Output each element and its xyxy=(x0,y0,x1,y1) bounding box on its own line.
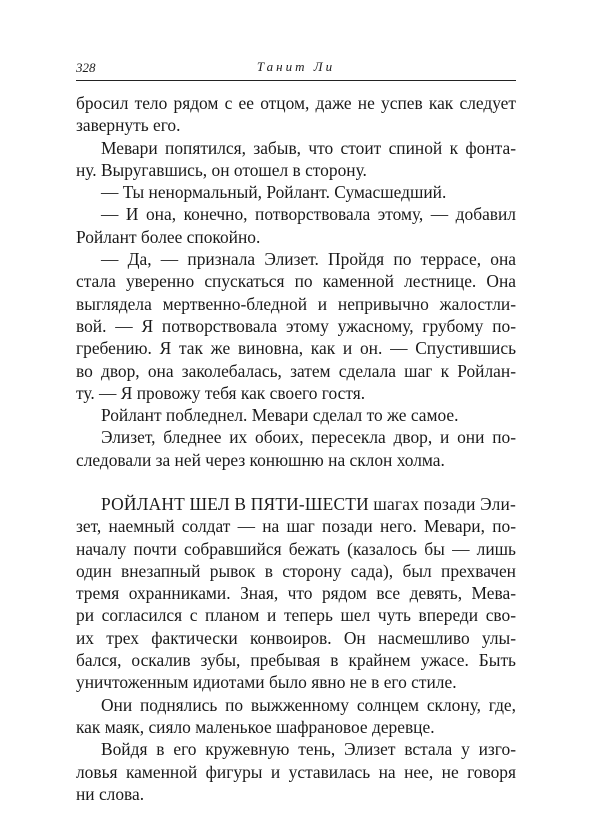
text-line: — Да, — признала Элизет. Пройдя по террасе, она xyxy=(101,249,516,270)
page-number: 328 xyxy=(76,60,96,75)
text-line: стала уверенно спускаться по каменной лестнице. Она xyxy=(76,271,516,292)
text-line: вой. — Я потворствовала этому ужасному, грубому по- xyxy=(76,315,516,336)
text-line: Ройлант более спокойно. xyxy=(76,226,261,247)
text-line: бросил тело рядом с ее отцом, даже не успев как следует xyxy=(76,93,516,113)
text-line: их трех фактически конвоиров. Он насмешливо улы- xyxy=(76,627,516,648)
text-section-1 xyxy=(76,92,516,471)
text-line: гребению. Я так же виновна, как и он. — Спустившись xyxy=(76,338,516,359)
running-head-author: Танит Ли xyxy=(256,59,336,74)
text-line: завернуть его. xyxy=(76,115,181,136)
text-line: РОЙЛАНТ ШЕЛ В ПЯТИ-ШЕСТИ шагах позади Эли- xyxy=(101,494,516,514)
text-line: ри согласился с планом и теперь шел чуть впереди сво- xyxy=(76,605,516,626)
text-line: началу почти собравшийся бежать (казалось бы — лишь xyxy=(76,538,516,559)
text-line: ну. Выругавшись, он отошел в сторону. xyxy=(76,159,367,180)
text-line: выглядела мертвенно-бледной и непривычно жалостли- xyxy=(76,293,516,314)
text-section-2 xyxy=(76,493,516,805)
text-line: Мевари попятился, забыв, что стоит спиной к фонта- xyxy=(101,137,516,158)
text-line: бался, оскалив зубы, пребывая в крайнем ужасе. Быть xyxy=(76,650,516,671)
text-line: ни слова. xyxy=(76,783,145,804)
text-line: один внезапный рывок в сторону сада), был прехвачен xyxy=(76,560,516,581)
text-line: тремя охранниками. Зная, что рядом все девять, Мева- xyxy=(76,583,516,604)
text-line: ловья каменной фигуры и уставилась на нее, не говоря xyxy=(76,761,516,782)
text-line: уничтоженным идиотами было явно не в его стиле. xyxy=(76,672,457,693)
text-line: — И она, конечно, потворствовала этому, — добавил xyxy=(101,204,516,225)
text-line: зет, наемный солдат — на шаг позади него. Мевари, по- xyxy=(76,516,516,537)
text-line: Элизет, бледнее их обоих, пересекла двор, и они по- xyxy=(101,427,516,448)
text-line: Они поднялись по выжженному солнцем склону, где, xyxy=(101,694,516,715)
page-header xyxy=(76,56,516,81)
text-line: следовали за ней через конюшню на склон холма. xyxy=(76,449,445,470)
text-line: как маяк, сияло маленькое шафрановое деревце. xyxy=(76,716,435,737)
text-line: — Ты ненормальный, Ройлант. Сумасшедший. xyxy=(101,182,447,203)
text-line: ту. — Я провожу тебя как своего гостя. xyxy=(76,382,366,403)
text-line: во двор, она заколебалась, затем сделала шаг к Ройлан- xyxy=(76,360,516,381)
text-line: Войдя в его кружевную тень, Элизет встала у изго- xyxy=(101,739,516,760)
text-line: Ройлант побледнел. Мевари сделал то же самое. xyxy=(101,405,459,426)
